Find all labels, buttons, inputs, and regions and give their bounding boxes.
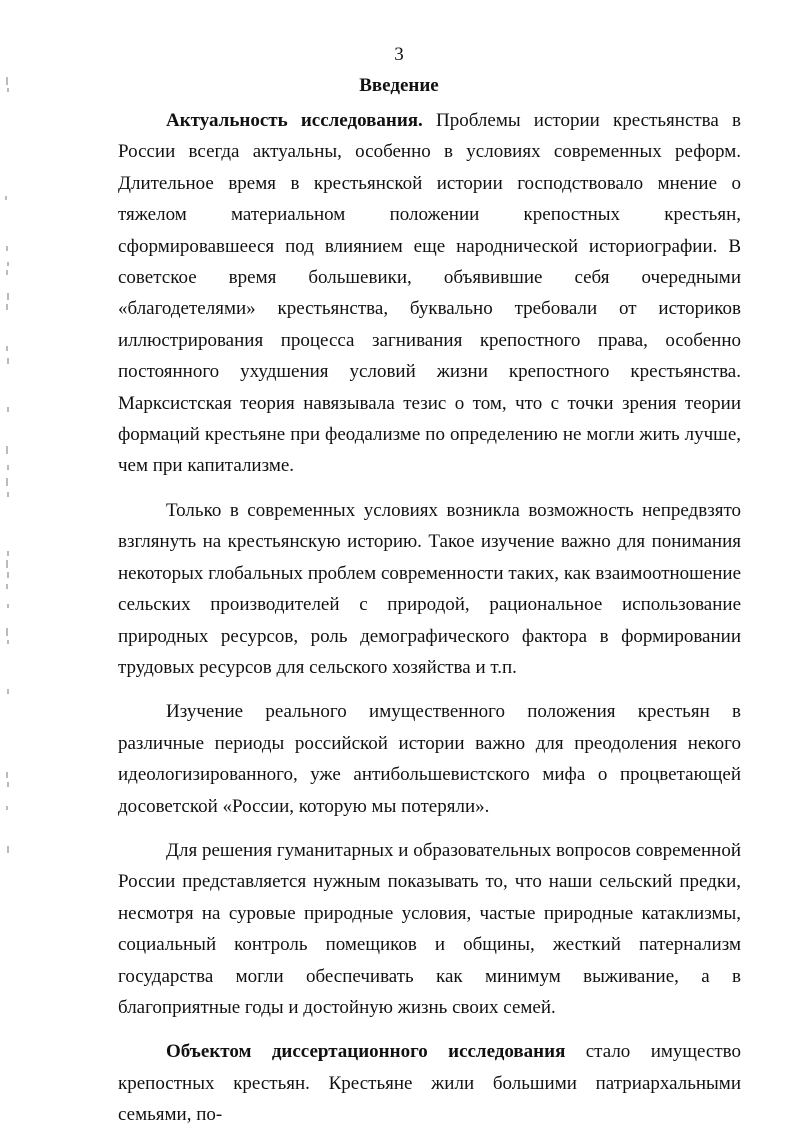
paragraph-humanitarian <box>118 835 741 1023</box>
paragraph-lead: Актуальность исследования. <box>166 110 423 131</box>
paragraph-relevance <box>118 105 741 482</box>
paragraph-text: Для решения гуманитарных и образовательных вопросов современной России представляется нужным показывать то, что наши сельский предки, несмотря на суровые природные условия, частые природные катаклизмы, социальный контроль помещиков и общины, жесткий патернализм государства могли обеспечивать как минимум выживание, а в благоприятные годы и достойную жизнь своих семей. <box>118 839 741 1018</box>
paragraph-text: Проблемы истории крестьянства в России всегда актуальны, особенно в условиях современных реформ. Длительное время в крестьянской истории господствовало мнение о тяжелом материальном положении крепостных крестьян, сформировавшееся под влиянием еще народнической историографии. В советское время большевики, объявившие себя очередными «благодетелями» крестьянства, буквально требовали от историков иллюстрирования процесса загнивания крепостного права, особенно постоянного ухудшения условий жизни крепостного крестьянства. Марксистская теория навязывала тезис о том, что с точки зрения теории формаций крестьяне при феодализме по определению не могли жить лучше, чем при капитализме. <box>118 110 741 477</box>
body-text <box>118 105 741 1144</box>
paragraph-object <box>118 1036 741 1130</box>
scan-margin-marks <box>0 0 40 1088</box>
paragraph-text: стало имущество крепостных крестьян. Крестьяне жили большими патриархальными семьями, по- <box>118 1041 741 1126</box>
paragraph-text: Только в современных условиях возникла возможность непредвзято взглянуть на крестьянскую историю. Такое изучение важно для понимания некоторых глобальных проблем современности таких, как взаимоотношение сельских производителей с природой, рациональное использование природных ресурсов, роль демографического фактора в формировании трудовых ресурсов для сельского хозяйства и т.п. <box>118 499 741 678</box>
paragraph-lead: Объектом диссертационного исследования <box>166 1041 566 1063</box>
page-number: 3 <box>394 44 404 65</box>
paragraph-text: Изучение реального имущественного положения крестьян в различные периоды российской истории важно для преодоления некого идеологизированного, уже антибольшевистского мифа о процветающей досоветской «России, которую мы потеряли». <box>118 701 741 817</box>
paragraph-modern-conditions <box>118 495 741 683</box>
page-heading: Введение <box>359 75 439 96</box>
paragraph-property-status <box>118 696 741 822</box>
